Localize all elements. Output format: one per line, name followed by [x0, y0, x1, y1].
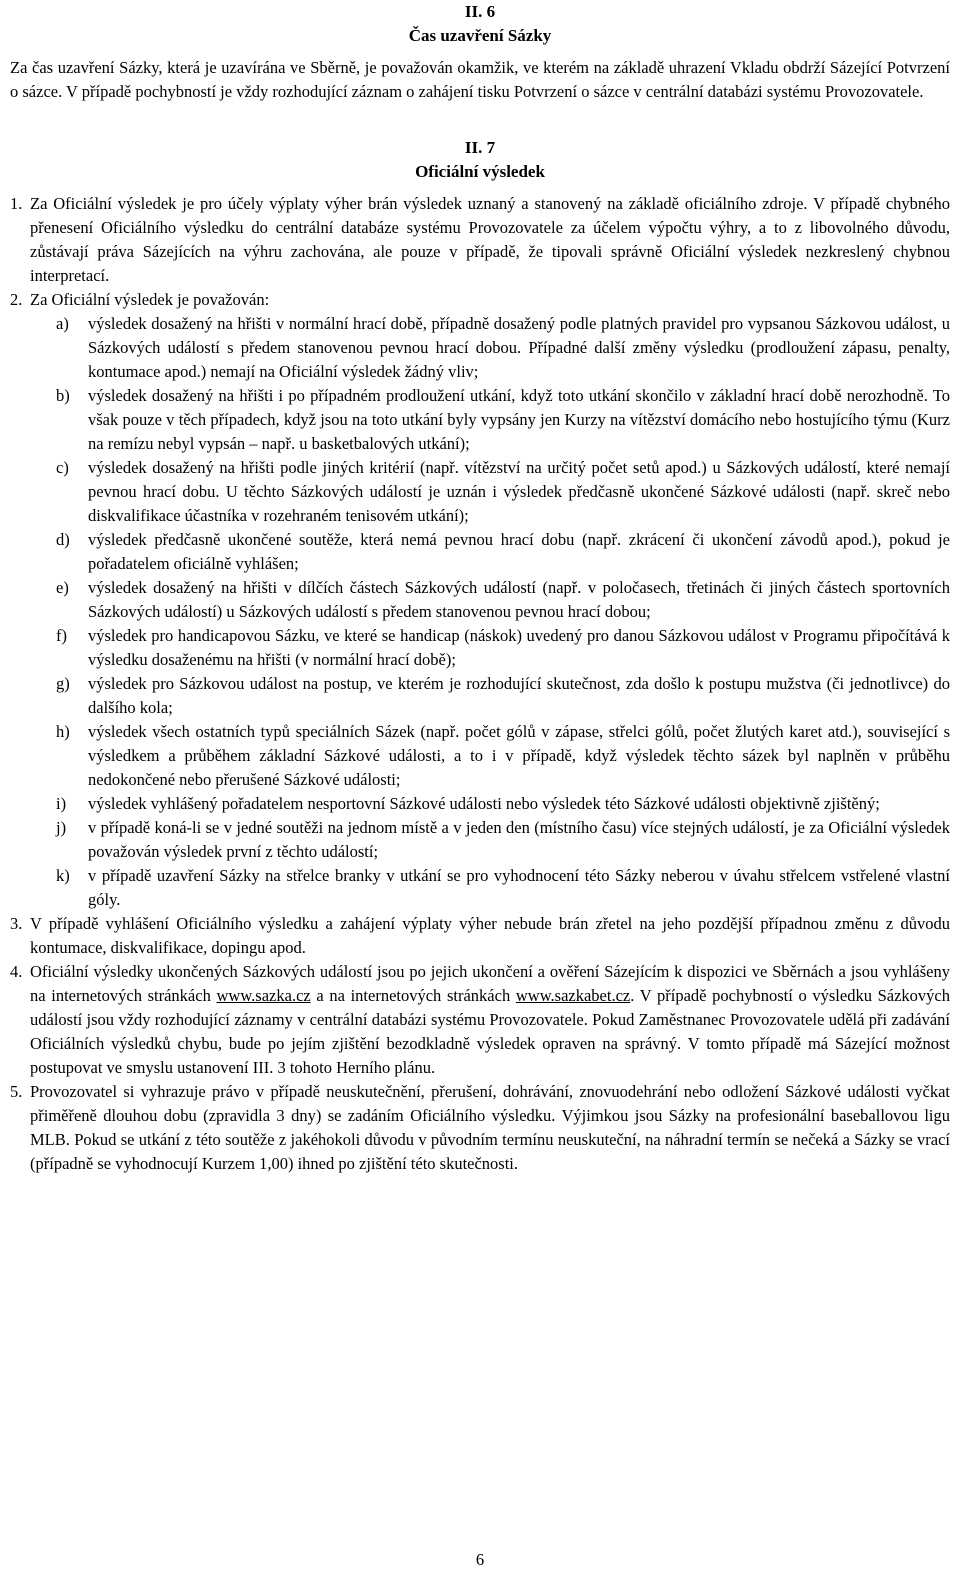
section-paragraph: Za čas uzavření Sázky, která je uzavírána ve Sběrně, je považován okamžik, ve kterém na základě uhrazení Vkladu obdrží Sázející Potvrzení o sázce. V případě pochybností je vždy rozhodující záznam o zahájení tisku Potvrzení o sázce v centrální databázi systému Provozovatele.: [10, 58, 950, 101]
item-number: 4.: [10, 962, 23, 981]
sazkabet-link[interactable]: www.sazkabet.cz: [515, 986, 631, 1005]
sublist-letter: f): [56, 626, 67, 645]
sublist-letter: g): [56, 674, 70, 693]
sublist-letter: h): [56, 722, 70, 741]
item-text-part: Oficiální výsledky ukončených Sázkových událostí jsou po jejich ukončení a ověření Sázejícím k dispozici ve Sběrnách a jsou vyhlášeny na internetových stránkách: [30, 962, 950, 1005]
sublist-letter: j): [56, 818, 67, 837]
sublist-item: [56, 528, 950, 576]
section-number: II. 7: [464, 138, 496, 157]
item-text-part: . V případě pochybností o výsledku Sázkových událostí jsou vždy rozhodující záznamy v centrální databázi systému Provozovatele. Pokud Zaměstnanec Provozovatele udělá při zadávání Oficiálních výsledků chybu, bude po jejím zjištění bezodkladně výsledek opraven na správný. V tomto případě má Sázející možnost postupovat ve smyslu ustanovení III. 3 tohoto Herního plánu.: [30, 986, 951, 1077]
list-item: [10, 1080, 950, 1176]
sublist-item: [56, 624, 950, 672]
item-text: [30, 960, 950, 1080]
sublist-text: v případě koná-li se v jedné soutěži na jednom místě a v jeden den (místního času) více stejných událostí, je za Oficiální výsledek považován výsledek první z těchto událostí;: [88, 818, 950, 861]
page-number: 6: [475, 1550, 485, 1569]
list-item: [10, 912, 950, 960]
sublist-text: výsledek pro handicapovou Sázku, ve které se handicap (náskok) uvedený pro danou Sázkovou událost v Programu připočítává k výsledku dosaženému na hřišti (v normální hrací době);: [88, 626, 950, 669]
sublist-item: [56, 312, 950, 384]
item-text-part: a na internetových stránkách: [310, 986, 516, 1005]
sublist-item: [56, 792, 950, 816]
numbered-list: [10, 192, 950, 1176]
sublist-text: výsledek dosažený na hřišti v normální hrací době, případně dosažený podle platných pravidel pro vypsanou Sázkovou událost, u Sázkových událostí s předem stanovenou pevnou hrací dobou. Případné další změny výsledku (prodloužení zápasu, penalty, kontumace apod.) nemají na Oficiální výsledek žádný vliv;: [88, 314, 950, 381]
sublist-letter: k): [56, 866, 70, 885]
item-text: Provozovatel si vyhrazuje právo v případě neuskutečnění, přerušení, dohrávání, znovuodehrání nebo odložení Sázkové události vyčkat přiměřeně dlouhou dobu (zpravidla 3 dny) se zadáním Oficiálního výsledku. Výjimkou jsou Sázky na profesionální baseballovou ligu MLB. Pokud se utkání z této soutěže z jakéhokoli důvodu v původním termínu neuskuteční, na náhradní termín se nečeká a Sázky se vrací (případně se vyhodnocují Kurzem 1,00) ihned po zjištění této skutečnosti.: [30, 1082, 950, 1173]
item-number: 2.: [10, 290, 23, 309]
sublist-letter: i): [56, 794, 67, 813]
section-title: Čas uzavření Sázky: [408, 26, 552, 45]
sublist-text: výsledek pro Sázkovou událost na postup, ve kterém je rozhodující skutečnost, zda došlo k postupu mužstva (či jednotlivce) do dalšího kola;: [88, 674, 950, 717]
sublist-text: v případě uzavření Sázky na střelce branky v utkání se pro vyhodnocení této Sázky neberou v úvahu střelcem vstřelené vlastní góly.: [88, 866, 950, 909]
section-number: II. 6: [464, 2, 496, 21]
sublist-text: výsledek předčasně ukončené soutěže, která nemá pevnou hrací dobu (např. zkrácení či ukončení závodů apod.), pokud je pořadatelem oficiálně vyhlášen;: [88, 530, 950, 573]
sublist-letter: a): [56, 314, 69, 333]
sublist-text: výsledek dosažený na hřišti i po případném prodloužení utkání, když toto utkání skončilo v základní hrací době nerozhodně. To však pouze v těch případech, když jsou na toto utkání byly vypsány jen Kurzy na vítězství domácího nebo hostujícího týmu (Kurz na remízu nebyl vypsán – např. u basketbalových utkání);: [88, 386, 950, 453]
sublist-item: [56, 456, 950, 528]
item-number: 5.: [10, 1082, 23, 1101]
sublist-letter: b): [56, 386, 70, 405]
item-text: Za Oficiální výsledek je považován:: [30, 290, 270, 309]
list-item: [10, 960, 950, 1080]
sublist-letter: c): [56, 458, 69, 477]
item-text: V případě vyhlášení Oficiálního výsledku a zahájení výplaty výher nebude brán zřetel na jeho pozdější případnou změnu z důvodu kontumace, diskvalifikace, dopingu apod.: [30, 914, 950, 957]
section-title: Oficiální výsledek: [415, 162, 545, 181]
sublist-item: [56, 864, 950, 912]
sublist-letter: e): [56, 578, 69, 597]
sublist-letter: d): [56, 530, 70, 549]
item-number: 3.: [10, 914, 23, 933]
section-heading-ii7: [10, 136, 950, 184]
sublist-item: [56, 384, 950, 456]
sublist-item: [56, 576, 950, 624]
list-item: [10, 288, 950, 912]
list-item: [10, 192, 950, 288]
sublist-text: výsledek dosažený na hřišti v dílčích částech Sázkových událostí (např. v poločasech, třetinách či jiných částech sportovních Sázkových událostí) u Sázkových událostí s předem stanovenou pevnou hrací dobou;: [88, 578, 950, 621]
sublist-text: výsledek vyhlášený pořadatelem nesportovní Sázkové události nebo výsledek této Sázkové události objektivně zjištěný;: [88, 794, 880, 813]
sublist-item: [56, 816, 950, 864]
sublist-text: výsledek dosažený na hřišti podle jiných kritérií (např. vítězství na určitý počet setů apod.) u Sázkových událostí, které nemají pevnou hrací dobu. U těchto Sázkových událostí je uznán i výsledek předčasně ukončené Sázkové události (např. skreč nebo diskvalifikace účastníka v rozehraném tenisovém utkání);: [88, 458, 950, 525]
section-heading-ii6: [10, 0, 950, 48]
sublist-text: výsledek všech ostatních typů speciálních Sázek (např. počet gólů v zápase, střelci gólů, počet žlutých karet atd.), související s výsledkem a průběhem základní Sázkové události, a to i v případě, když výsledek těchto sázek byl naplněn v průběhu nedokončené nebo přerušené Sázkové události;: [88, 722, 950, 789]
lettered-sublist: [30, 312, 950, 912]
sublist-item: [56, 672, 950, 720]
sublist-item: [56, 720, 950, 792]
item-text: Za Oficiální výsledek je pro účely výplaty výher brán výsledek uznaný a stanovený na základě oficiálního zdroje. V případě chybného přenesení Oficiálního výsledku do centrální databáze systému Provozovatele za účelem výpočtu výhry, a to z libovolného důvodu, zůstávají práva Sázejících na výhru zachována, ale pouze v případě, že tipovali správně Oficiální výsledek nezkreslený chybnou interpretací.: [30, 194, 950, 285]
item-number: 1.: [10, 194, 23, 213]
sazka-link[interactable]: www.sazka.cz: [216, 986, 311, 1005]
